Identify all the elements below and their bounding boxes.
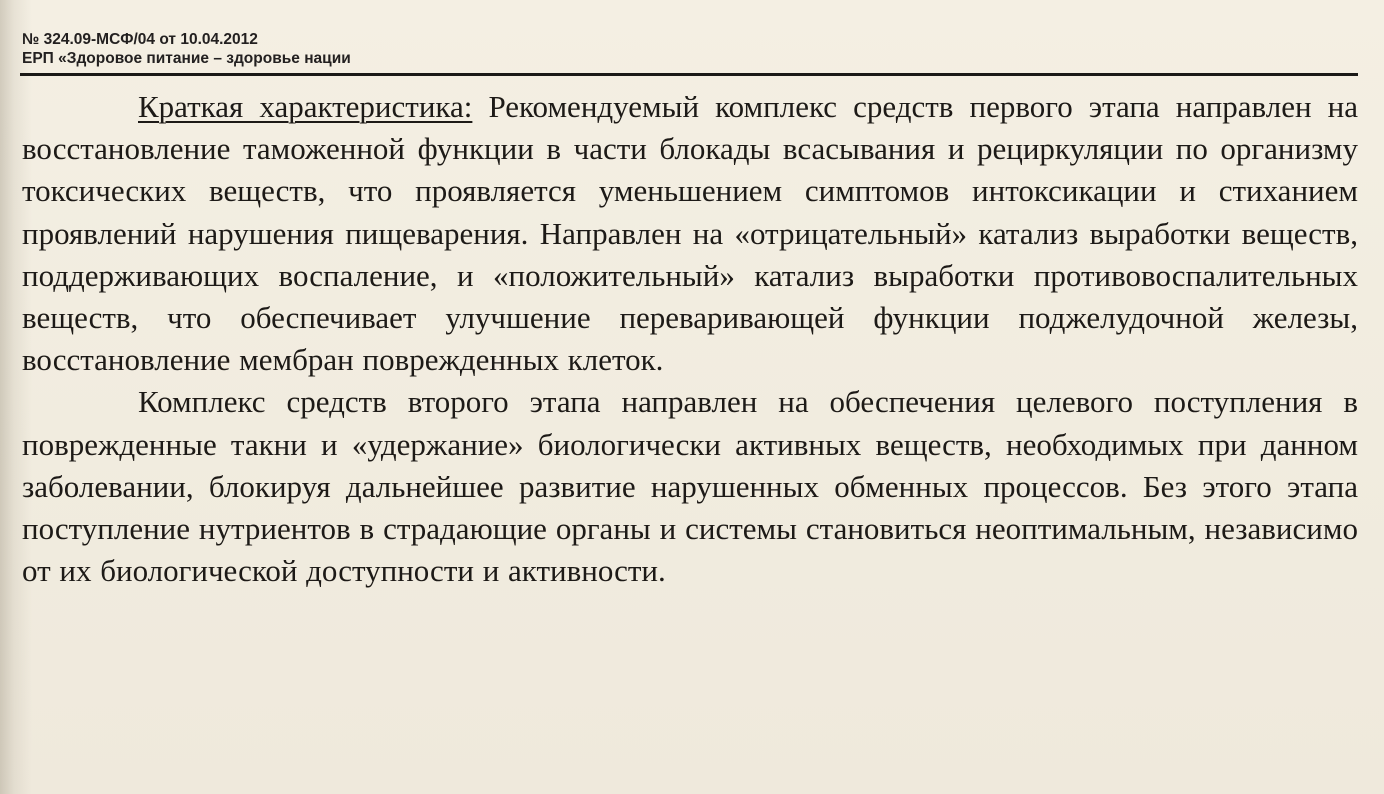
document-number: № 324.09-МСФ/04 от 10.04.2012 (22, 31, 258, 48)
header-divider (20, 73, 1358, 76)
paragraph-1-text: Рекомендуемый комплекс средств первого этапа направлен на восстановление таможенной функции в части блокады всасывания и рециркуляции по организму токсических веществ, что проявляется уменьшением симптомов интоксикации и стиханием проявлений нарушения пищеварения. Направлен на «отрицательный» катализ выработки веществ, поддерживающих воспаление, и «положительный» катализ выработки противовоспалительных веществ, что обеспечивает улучшение переваривающей функции поджелудочной железы, восстановление мембран поврежденных клеток. (22, 89, 1359, 378)
program-title: ЕРП «Здоровое питание – здоровье нации (22, 50, 351, 67)
document-header (22, 30, 351, 68)
paragraph-lead-label: Краткая характеристика: (138, 89, 473, 124)
paragraph-brief-description (22, 86, 1358, 381)
document-body (22, 86, 1358, 592)
paragraph-second-stage: Комплекс средств второго этапа направлен на обеспечения целевого поступления в поврежденные такни и «удержание» биологически активных веществ, необходимых при данном заболевании, блокируя дальнейшее развитие нарушенных обменных процессов. Без этого этапа поступление нутриентов в страдающие органы и системы становиться неоптимальным, независимо от их биологической доступности и активности. (22, 384, 1358, 589)
